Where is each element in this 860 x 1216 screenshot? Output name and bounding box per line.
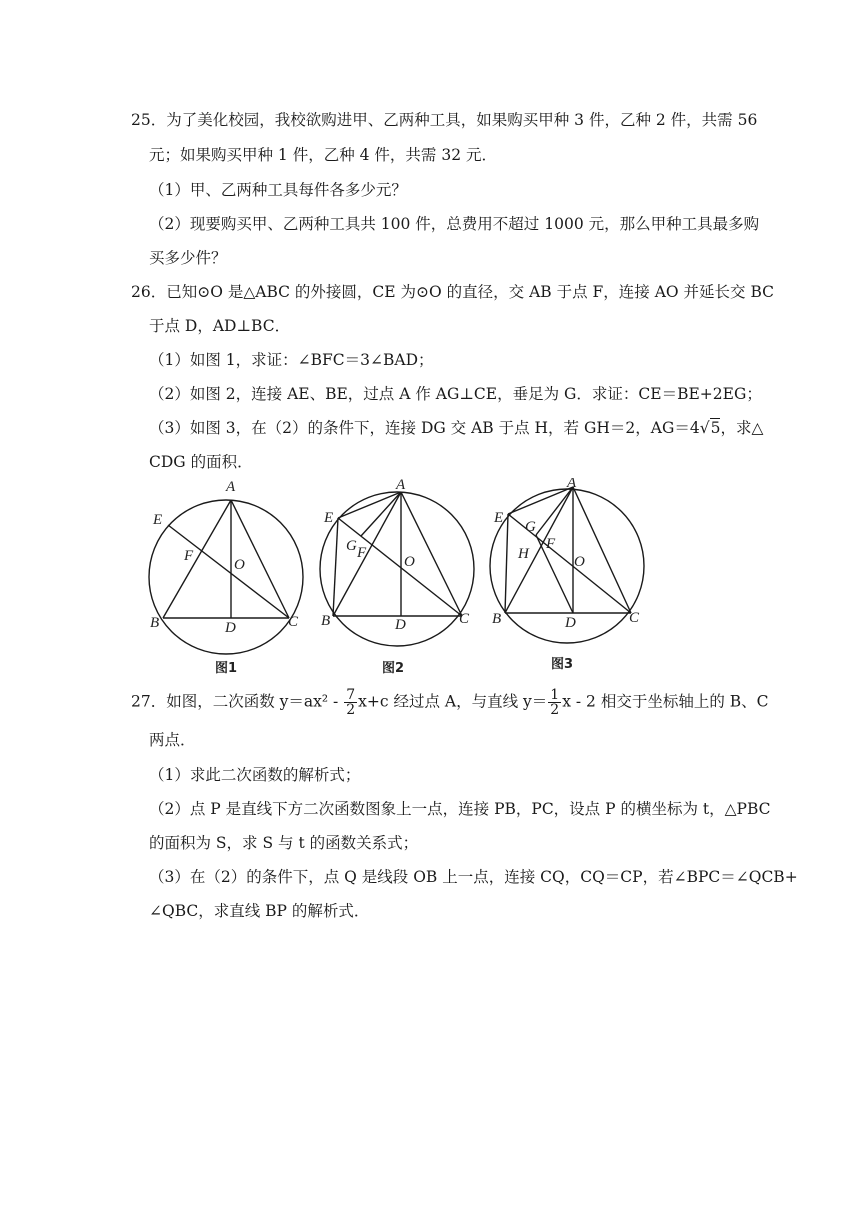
q26-figures xyxy=(0,478,860,678)
fig2-segment-ae xyxy=(338,492,401,518)
q26-part-2: （2）如图 2，连接 AE、BE，过点 A 作 AG⊥CE，垂足为 G．求证：CE＝BE+2EG； xyxy=(149,385,762,403)
q26-part-3-text-c: ，求△ xyxy=(720,419,764,437)
fig2-segment-ec xyxy=(338,518,462,616)
sqrt-radicand: 5 xyxy=(710,419,721,437)
fig2-label-g: G xyxy=(346,538,357,554)
q26-part-3 xyxy=(149,418,763,438)
q27-line-7: ∠QBC，求直线 BP 的解析式． xyxy=(149,902,370,920)
fig3-label-f: F xyxy=(546,536,556,552)
q27-line-1-text-c: x - 2 相交于坐标轴上的 B、C xyxy=(562,692,769,711)
fig2-label-b: B xyxy=(321,613,331,629)
fig1-label-d: D xyxy=(225,620,236,636)
q25-line-5: 买多少件？ xyxy=(149,249,227,267)
fraction-denominator: 2 xyxy=(550,702,560,718)
fraction-denominator: 2 xyxy=(346,702,356,718)
fig3-label-d: D xyxy=(565,615,576,631)
fig2-label-e: E xyxy=(324,510,334,526)
fraction-numerator: 1 xyxy=(550,687,560,703)
q27-line-1-text-b: x+c 经过点 A，与直线 y＝ xyxy=(358,692,548,711)
fig3-label-e: E xyxy=(494,510,504,526)
q27-line-5: 的面积为 S，求 S 与 t 的函数关系式； xyxy=(149,834,419,852)
q26-part-3-text-a: （3）如图 3，在（2）的条件下，连接 DG 交 AB 于点 H，若 GH＝2，AG＝4 xyxy=(149,419,700,437)
fig3-caption: 图3 xyxy=(551,657,574,672)
q27-part-3: （3）在（2）的条件下，点 Q 是线段 OB 上一点，连接 CQ，CQ＝CP，若∠BPC＝∠QCB+ xyxy=(149,868,798,886)
fig2-segment-be xyxy=(333,518,338,616)
q26-line-1: 26．已知⊙O 是△ABC 的外接圆，CE 为⊙O 的直径，交 AB 于点 F，连接 AO 并延长交 BC xyxy=(131,283,774,301)
q27-line-2: 两点． xyxy=(149,731,196,749)
fig3-segment-be xyxy=(505,514,508,613)
q25-part-2: （2）现要购买甲、乙两种工具共 100 件，总费用不超过 1000 元，那么甲种工具最多购 xyxy=(149,215,760,233)
fig2-label-a: A xyxy=(396,478,406,493)
fig1-label-b: B xyxy=(150,615,160,631)
q25-part-1: （1）甲、乙两种工具每件各多少元？ xyxy=(149,181,407,199)
fraction-numerator: 7 xyxy=(346,687,356,703)
fig3-label-h: H xyxy=(518,546,529,562)
fig1-segment-ab xyxy=(163,500,231,618)
fig3-label-c: C xyxy=(629,610,640,626)
fig1-segment-ec xyxy=(168,525,289,618)
fig1-label-o: O xyxy=(234,557,245,573)
fig3-label-o: O xyxy=(574,554,585,570)
fig3-label-b: B xyxy=(492,611,502,627)
fig2-label-d: D xyxy=(395,617,406,633)
fig1-label-a: A xyxy=(226,479,236,495)
sqrt-symbol: √ xyxy=(699,419,710,437)
fig2-caption: 图2 xyxy=(382,661,405,676)
fig3-label-g: G xyxy=(525,519,536,535)
fig2-segment-ab xyxy=(333,492,401,616)
q27-part-2: （2）点 P 是直线下方二次函数图象上一点，连接 PB，PC，设点 P 的横坐标为 t，△PBC xyxy=(149,800,771,818)
q27-part-1: （1）求此二次函数的解析式； xyxy=(149,766,361,784)
fig1-caption: 图1 xyxy=(215,661,238,676)
q27-line-1-text-a: 27．如图，二次函数 y＝ax² - xyxy=(131,692,339,711)
q25-line-2: 元；如果购买甲种 1 件，乙种 4 件，共需 32 元． xyxy=(149,146,498,164)
q26-line-2: 于点 D，AD⊥BC． xyxy=(149,317,291,335)
fig2-label-o: O xyxy=(404,554,415,570)
fraction-one-half xyxy=(548,688,561,717)
fraction-seven-halves xyxy=(344,688,357,717)
fig3-segment-ab xyxy=(505,487,573,613)
fig1-label-f: F xyxy=(184,548,194,564)
fig2-label-c: C xyxy=(459,611,470,627)
q26-part-1: （1）如图 1，求证：∠BFC＝3∠BAD； xyxy=(149,351,434,369)
fig3-label-a: A xyxy=(567,478,577,491)
fig3-segment-ac xyxy=(573,487,631,613)
fig2-label-f: F xyxy=(357,545,367,561)
q26-line-6: CDG 的面积． xyxy=(149,453,253,471)
fig1-label-c: C xyxy=(288,614,299,630)
q27-line-1 xyxy=(131,688,769,717)
q25-line-1: 25．为了美化校园，我校欲购进甲、乙两种工具，如果购买甲种 3 件，乙种 2 件，共需 56 xyxy=(131,111,758,129)
fig1-label-e: E xyxy=(153,512,163,528)
